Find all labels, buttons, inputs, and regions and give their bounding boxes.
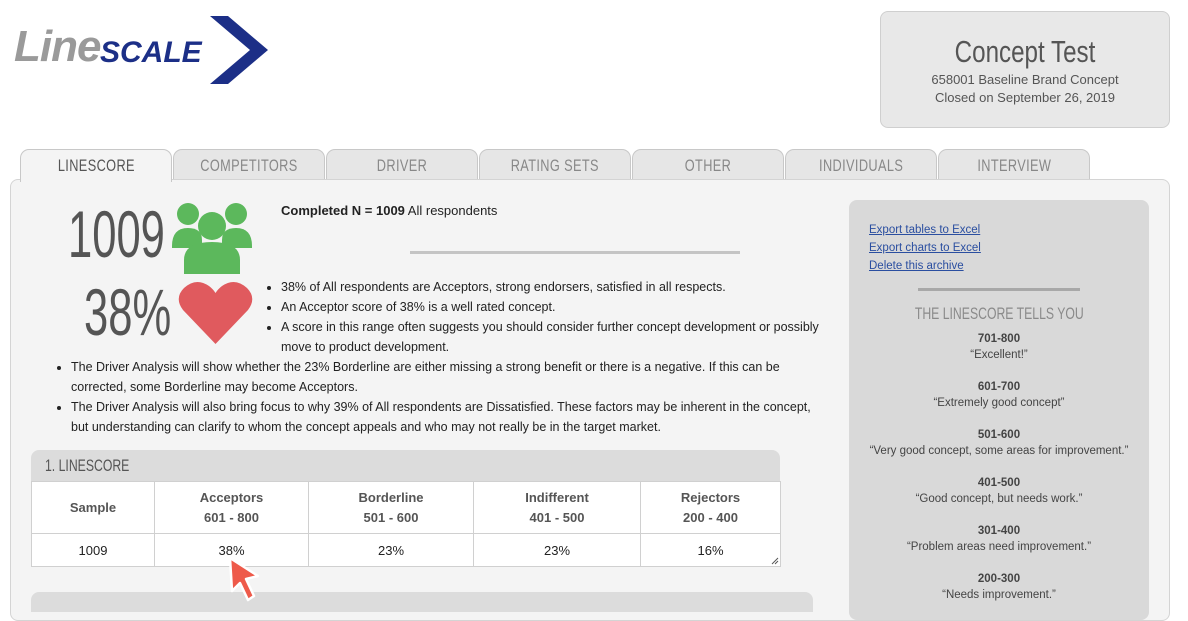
- list-item: 301-400 “Problem areas need improvement.”: [906, 525, 1092, 553]
- list-item: 401-500 “Good concept, but needs work.”: [915, 477, 1083, 505]
- cell-borderline: 23%: [309, 534, 474, 567]
- concept-title: Concept Test: [954, 34, 1096, 69]
- list-item: • An Acceptor score of 38% is a well rated concept.: [281, 297, 823, 317]
- list-item: 601-700 “Extremely good concept”: [933, 381, 1065, 409]
- cell-indifferent: 23%: [474, 534, 641, 567]
- tab-rating-sets[interactable]: RATING SETS: [479, 149, 631, 181]
- tab-interview[interactable]: INTERVIEW: [938, 149, 1090, 181]
- sidebar-links: [869, 221, 981, 275]
- logo-scale-text: SCALE: [100, 36, 202, 69]
- linescale-logo: [14, 14, 264, 86]
- table-row: [32, 534, 781, 567]
- divider: [410, 251, 740, 254]
- col-borderline: Borderline 501 - 600: [309, 482, 474, 534]
- tab-individuals[interactable]: INDIVIDUALS: [785, 149, 937, 181]
- linescore-section-title: 1. LINESCORE: [45, 456, 130, 475]
- completed-summary: Completed N = 1009 All respondents: [281, 203, 498, 218]
- logo-line-text: Line: [14, 22, 101, 71]
- cell-acceptors: 38%: [155, 534, 309, 567]
- tab-competitors[interactable]: COMPETITORS: [173, 149, 325, 181]
- col-sample: Sample: [32, 482, 155, 534]
- concept-subtitle: 658001 Baseline Brand Concept: [931, 72, 1119, 87]
- list-item: 200-300 “Needs improvement.”: [942, 573, 1056, 601]
- export-tables-link[interactable]: Export tables to Excel: [869, 224, 981, 236]
- list-item: 701-800 “Excellent!”: [970, 333, 1028, 361]
- mouse-pointer-icon: [224, 556, 264, 603]
- delete-archive-link[interactable]: Delete this archive: [869, 260, 964, 272]
- concept-closed-date: Closed on September 26, 2019: [935, 90, 1115, 105]
- list-item: • 38% of All respondents are Acceptors, strong endorsers, satisfied in all respects.: [281, 277, 823, 297]
- linescore-tells-title: THE LINESCORE TELLS YOU: [914, 304, 1084, 323]
- linescore-table: [31, 481, 781, 567]
- resize-handle-icon[interactable]: [771, 557, 779, 565]
- table-header-row: [32, 482, 781, 534]
- tab-other-questions[interactable]: OTHER: [632, 149, 784, 181]
- tab-linescore[interactable]: LINESCORE: [20, 149, 172, 182]
- respondent-count: 1009: [68, 197, 165, 271]
- list-item: • A score in this range often suggests you should consider further concept development or possibly move to product development.: [281, 317, 823, 357]
- col-indifferent: Indifferent 401 - 500: [474, 482, 641, 534]
- range-list: [849, 332, 1149, 620]
- people-icon: [172, 200, 252, 274]
- list-item: • The Driver Analysis will also bring focus to why 39% of All respondents are Dissatisfied. These factors may be inherent in the concept, but understanding can clarify to whom the concept appeals and who may not really be in the target market.: [71, 397, 825, 437]
- acceptor-bullets: [263, 277, 823, 357]
- list-item: • The Driver Analysis will show whether the 23% Borderline are either missing a strong benefit or there is a negative. If this can be corrected, some Borderline may become Acceptors.: [71, 357, 825, 397]
- heart-icon: [178, 280, 253, 344]
- logo-chevron-icon: [208, 16, 270, 84]
- acceptor-percent: 38%: [84, 275, 172, 349]
- sidebar-divider: [918, 288, 1080, 291]
- tab-driver-analysis[interactable]: DRIVER: [326, 149, 478, 181]
- driver-bullets: [53, 357, 825, 437]
- linescore-section-header: [31, 450, 780, 481]
- cell-rejectors: 16%: [641, 534, 781, 567]
- cell-sample: 1009: [32, 534, 155, 567]
- col-rejectors: Rejectors 200 - 400: [641, 482, 781, 534]
- export-charts-link[interactable]: Export charts to Excel: [869, 242, 981, 254]
- list-item: 501-600 “Very good concept, some areas for improvement.”: [869, 429, 1129, 457]
- col-acceptors: Acceptors 601 - 800: [155, 482, 309, 534]
- next-section-header: [31, 592, 813, 612]
- concept-info-box: [880, 11, 1170, 128]
